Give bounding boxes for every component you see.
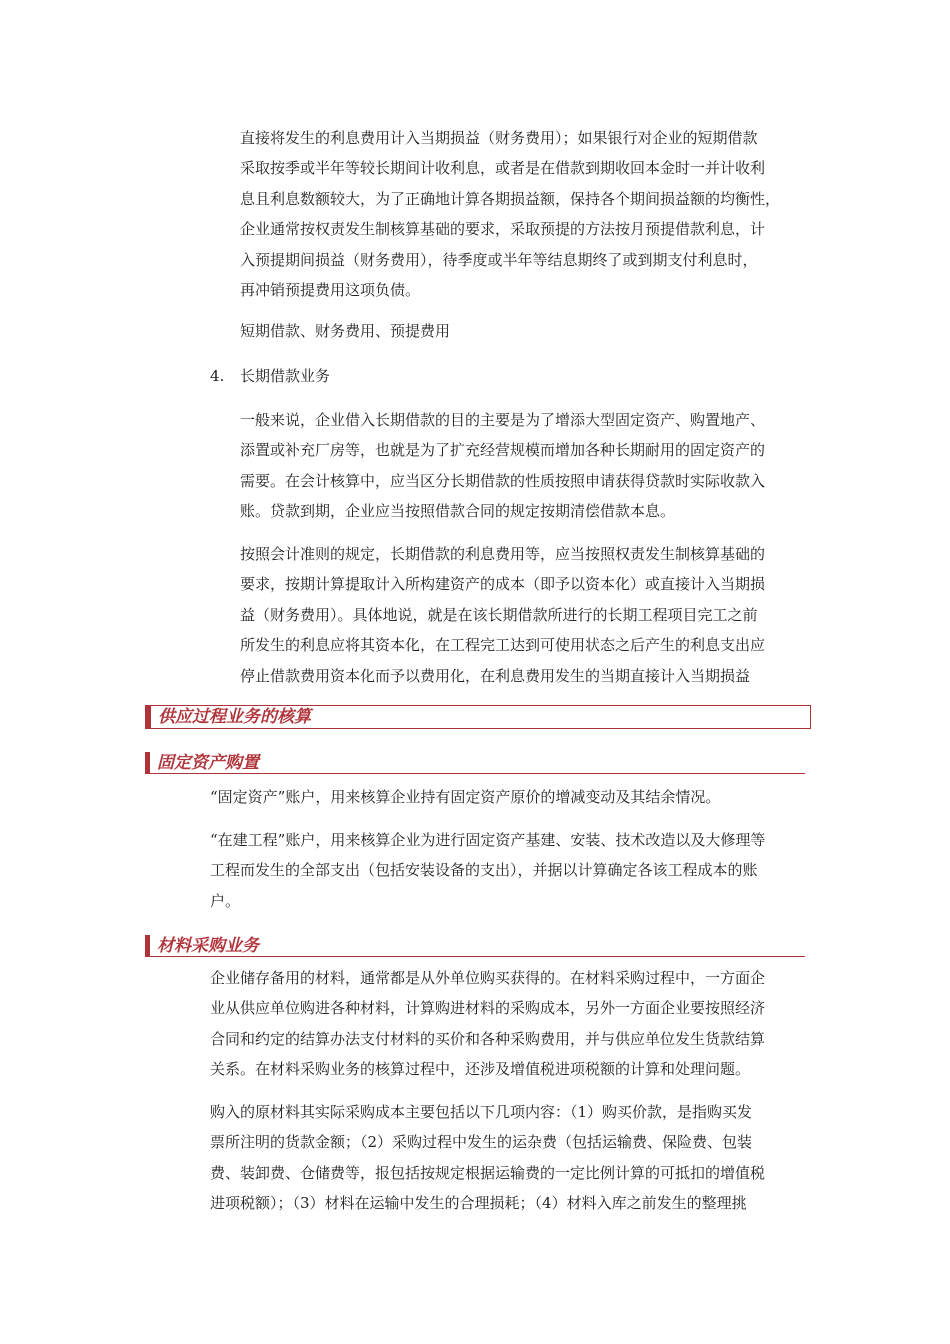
text-line: 再冲销预提费用这项负债。 — [240, 281, 421, 300]
text-line: 费、装卸费、仓储费等，报包括按规定根据运输费的一定比例计算的可抵扣的增值税 — [210, 1163, 766, 1182]
text-line: 进项税额）；（3）材料在运输中发生的合理损耗；（4）材料入库之前发生的整理挑 — [210, 1194, 747, 1213]
heading-accent-bar — [146, 706, 151, 728]
text-line: 采取按季或半年等较长期间计收利息，或者是在借款到期收回本金时一并计收利 — [240, 159, 766, 178]
text-line: 合同和约定的结算办法支付材料的买价和各种采购费用，并与供应单位发生货款结算 — [210, 1029, 766, 1048]
text-line: 票所注明的货款金额；（2）采购过程中发生的运杂费（包括运输费、保险费、包装 — [210, 1133, 753, 1152]
text-line: “在建工程”账户，用来核算企业为进行固定资产基建、安装、技术改造以及大修理等 — [210, 831, 766, 849]
fixed-assets-paragraph-1: “固定资产”账户，用来核算企业持有固定资产原价的增减变动及其结余情况。 — [210, 788, 721, 806]
text-line: 停止借款费用资本化而予以费用化，在利息费用发生的当期直接计入当期损益 — [240, 666, 751, 685]
text-line: 益（财务费用）。具体地说，就是在该长期借款所进行的长期工程项目完工之前 — [240, 605, 758, 624]
subheading-material-purchase — [145, 935, 805, 957]
construction-paragraph — [210, 825, 805, 916]
text-line: 户。 — [210, 891, 241, 910]
text-line: 工程而发生的全部支出（包括安装设备的支出），并据以计算确定各该工程成本的账 — [210, 861, 758, 880]
text-line: 企业储存备用的材料，通常都是从外单位购买获得的。在材料采购过程中，一方面企 — [210, 969, 766, 987]
text-line: 一般来说，企业借入长期借款的目的主要是为了增添大型固定资产、购置地产、 — [240, 411, 766, 429]
subheading-fixed-assets — [145, 752, 805, 774]
material-paragraph-2 — [210, 1097, 805, 1219]
keywords-line: 短期借款、财务费用、预提费用 — [240, 322, 451, 340]
text-line: 业从供应单位购进各种材料，计算购进材料的采购成本，另外一方面企业要按照经济 — [210, 999, 766, 1018]
interest-paragraph — [240, 123, 800, 305]
text-line: 购入的原材料其实际采购成本主要包括以下几项内容：（1）购买价款，是指购买发 — [210, 1103, 753, 1121]
subheading-text: 固定资产购置 — [157, 753, 259, 773]
heading-accent-bar — [145, 935, 150, 956]
list-number: 4. — [210, 367, 225, 385]
long-loan-paragraph-1 — [240, 405, 800, 527]
text-line: 关系。在材料采购业务的核算过程中，还涉及增值税进项税额的计算和处理问题。 — [210, 1060, 751, 1079]
heading-accent-bar — [145, 752, 150, 773]
text-line: 企业通常按权责发生制核算基础的要求，采取预提的方法按月预提借款利息，计 — [240, 220, 766, 239]
section-heading-text: 供应过程业务的核算 — [158, 707, 311, 727]
text-line: 息且利息数额较大，为了正确地计算各期损益额，保持各个期间损益额的均衡性， — [240, 189, 781, 208]
text-line: 直接将发生的利息费用计入当期损益（财务费用）；如果银行对企业的短期借款 — [240, 129, 758, 147]
text-line: 需要。在会计核算中，应当区分长期借款的性质按照申请获得贷款时实际收款入 — [240, 471, 766, 490]
material-paragraph-1 — [210, 963, 805, 1085]
text-line: 所发生的利息应将其资本化，在工程完工达到可使用状态之后产生的利息支出应 — [240, 636, 766, 655]
text-line: 要求，按期计算提取计入所构建资产的成本（即予以资本化）或直接计入当期损 — [240, 575, 766, 594]
section-heading-supply — [145, 705, 811, 729]
long-loan-paragraph-2 — [240, 539, 800, 691]
text-line: 按照会计准则的规定，长期借款的利息费用等，应当按照权责发生制核算基础的 — [240, 545, 766, 563]
list-item-title: 长期借款业务 — [240, 367, 331, 385]
text-line: 入预提期间损益（财务费用），待季度或半年等结息期终了或到期支付利息时， — [240, 250, 758, 269]
subheading-text: 材料采购业务 — [157, 936, 259, 956]
text-line: 账。贷款到期，企业应当按照借款合同的规定按期清偿借款本息。 — [240, 502, 676, 521]
text-line: 添置或补充厂房等，也就是为了扩充经营规模而增加各种长期耐用的固定资产的 — [240, 441, 766, 460]
